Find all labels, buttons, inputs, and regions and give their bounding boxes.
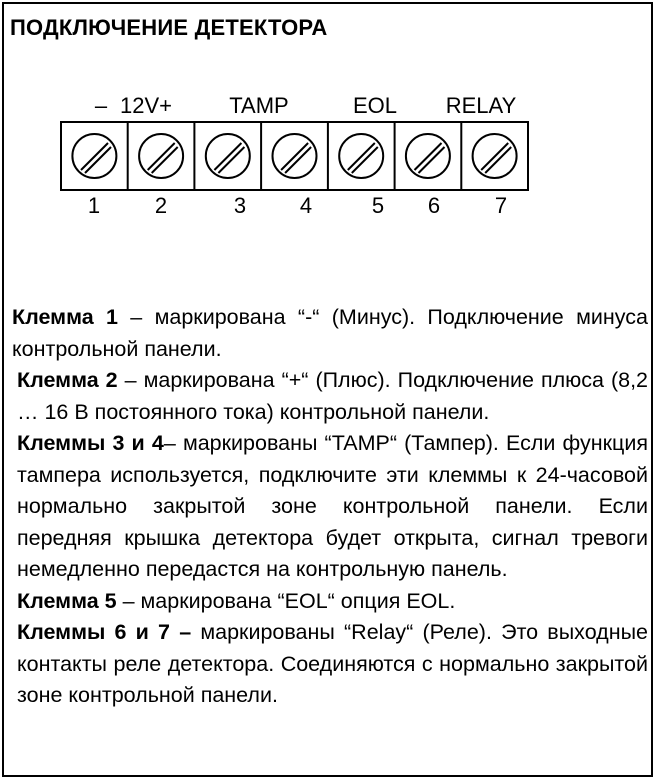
terminal-screw-7-icon (473, 134, 517, 178)
paragraph-terminals-3-4 (12, 428, 648, 586)
label-12v-plus: 12V+ (120, 93, 172, 118)
terminal-screw-4-icon (273, 134, 317, 178)
description-terminals-3-4: – маркированы “TAMP“ (Тампер). Если функция тампера используется, подключите эти клеммы к 24-часовой нормально закрытой зоне контрольной панели. Если передняя крышка детектора будет открыта, сигнал тревоги немедленно передастся на контрольную панель. (17, 431, 648, 581)
terminal-number-7: 7 (494, 193, 508, 218)
page-title: ПОДКЛЮЧЕНИЕ ДЕТЕКТОРА (10, 15, 328, 40)
label-minus: – (94, 93, 108, 118)
terminal-number-1: 1 (87, 193, 101, 218)
description-terminal-5: – маркирована “EOL“ опция EOL. (116, 588, 456, 613)
description-terminal-1: – маркирована “-“ (Минус). Подключение минуса контрольной панели. (12, 305, 648, 361)
paragraph-terminals-6-7 (12, 617, 648, 712)
term-terminal-1: Клемма 1 (12, 305, 118, 329)
label-relay: RELAY (445, 93, 517, 118)
terminal-number-3: 3 (233, 193, 247, 218)
terminal-screw-5-icon (339, 134, 383, 178)
terminal-screw-2-icon (139, 134, 183, 178)
term-terminals-6-7: Клеммы 6 и 7 – (17, 620, 192, 644)
term-terminals-3-4: Клеммы 3 и 4 (17, 431, 164, 455)
terminal-screw-1-icon (72, 134, 116, 178)
terminal-screw-3-icon (206, 134, 250, 178)
term-terminal-5: Клемма 5 (17, 588, 117, 613)
label-eol: EOL (352, 93, 398, 118)
paragraph-terminal-2 (12, 365, 648, 428)
label-tamp: TAMP (229, 93, 289, 118)
terminal-screw-6-icon (406, 134, 450, 178)
paragraph-terminal-1 (12, 302, 648, 365)
description-terminal-2: – маркирована “+“ (Плюс). Подключение плюса (8,2 … 16 В постоянного тока) контрольной панели. (17, 368, 649, 424)
paragraph-terminal-5 (12, 586, 648, 618)
term-terminal-2: Клемма 2 (17, 368, 118, 392)
description-terminals-6-7: маркированы “Relay“ (Реле). Это выходные контакты реле детектора. Соединяются с нормально закрытой зоне контрольной панели. (17, 620, 649, 707)
terminal-number-2: 2 (154, 193, 168, 218)
terminal-block-diagram (0, 0, 659, 230)
terminal-number-4: 4 (299, 193, 313, 218)
terminal-descriptions (12, 302, 648, 712)
terminal-number-5: 5 (371, 193, 385, 218)
terminal-number-6: 6 (427, 193, 441, 218)
